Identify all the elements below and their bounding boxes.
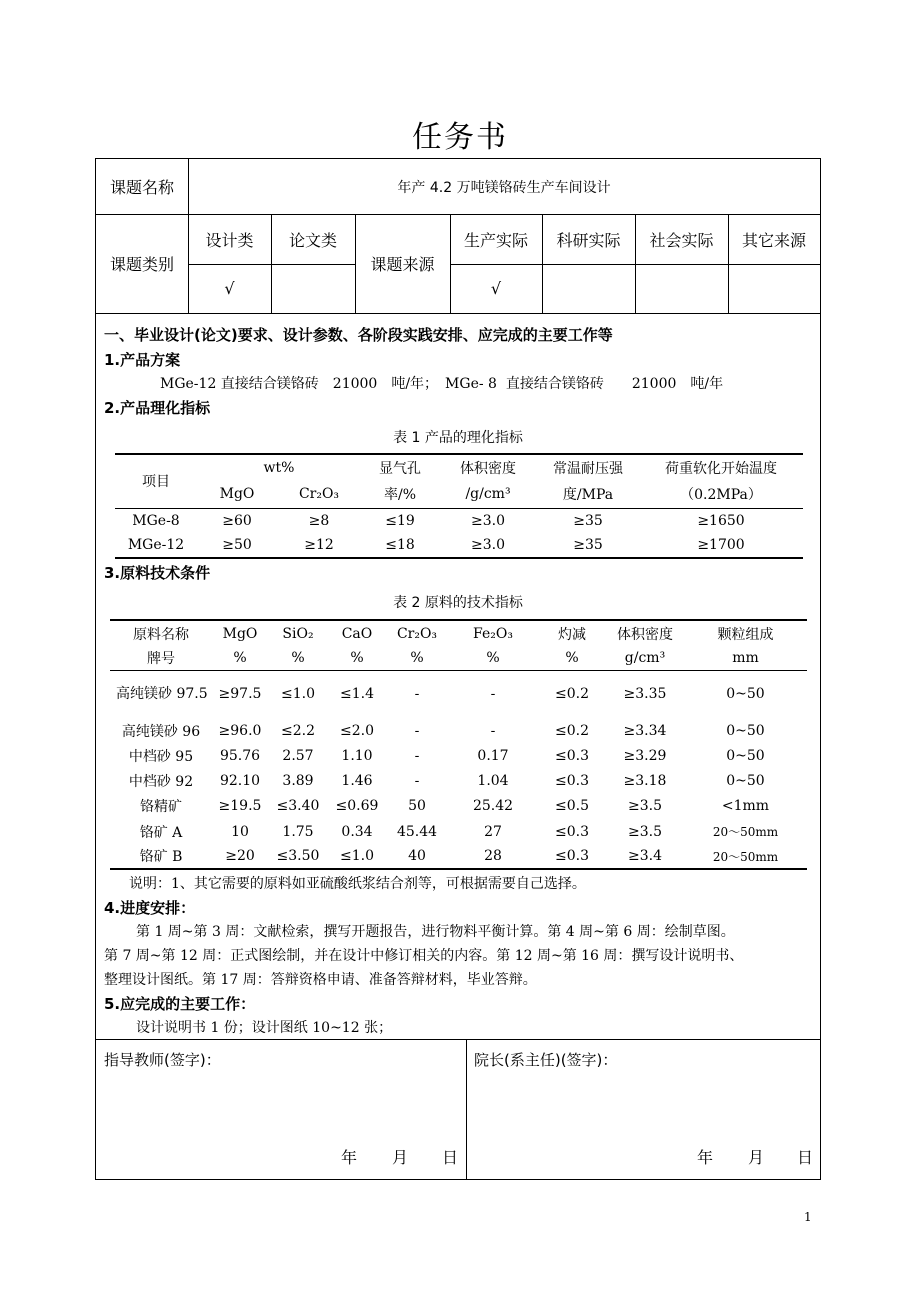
dean-signature-label: 院长(系主任)(签字)： — [474, 1051, 618, 1069]
table-cell: 50 — [408, 798, 426, 814]
source-label: 课题来源 — [370, 255, 435, 274]
table-header-cell: Cr₂O₃ — [396, 625, 438, 642]
table-cell: 1.10 — [341, 747, 373, 764]
table-header-cell: 原料名称 — [133, 626, 189, 643]
table-cell: 28 — [484, 848, 502, 864]
table-row — [110, 670, 807, 718]
raw-material-table — [110, 619, 807, 870]
table-cell: 20～50mm — [712, 825, 779, 839]
table-cell: ≥3.5 — [628, 823, 662, 840]
table-cell: ≥3.4 — [628, 848, 662, 864]
table-note: 说明：1、其它需要的原料如亚硫酸纸浆结合剂等，可根据需要自己选择。 — [129, 876, 586, 892]
table1-caption: 表 1 产品的理化指标 — [393, 430, 523, 446]
table-header-cell: MgO — [222, 625, 258, 642]
table-cell: 92.10 — [219, 772, 261, 789]
table-cell: ≥60 — [222, 512, 252, 529]
t1-header-softening-unit: （0.2MPa） — [680, 487, 762, 504]
source-mark-production: √ — [490, 279, 502, 298]
table-cell: ≥8 — [308, 512, 330, 529]
table-header-cell: g/cm³ — [624, 649, 666, 666]
table-header-cell: 牌号 — [147, 650, 175, 667]
table-cell: 95.76 — [219, 747, 261, 764]
table-cell: ≤3.50 — [276, 848, 320, 864]
schedule-heading: 4.进度安排： — [104, 899, 196, 917]
table-row — [110, 844, 807, 869]
divider — [466, 1039, 467, 1179]
product-plan-text: MGe-12 直接结合镁铬砖 21000 吨/年； MGe- 8 直接结合镁铬砖 21000 吨/年 — [160, 376, 724, 392]
t1-header-strength: 常温耐压强 — [553, 461, 623, 477]
table-cell: 铬精矿 — [140, 799, 182, 815]
table-cell: 高纯镁砂 96 — [121, 723, 201, 740]
table-cell: - — [414, 722, 420, 739]
table-cell: ≥12 — [304, 537, 334, 553]
table-header-cell: % — [410, 649, 424, 666]
table-cell: ≥97.5 — [218, 686, 262, 703]
table-row — [110, 819, 807, 844]
product-index-table — [115, 453, 803, 559]
table-cell: 3.89 — [282, 772, 314, 789]
t1-header-porosity-unit: 率/% — [383, 487, 417, 504]
schedule-line-2: 第 7 周~第 12 周：正式图绘制，并在设计中修订相关的内容。第 12 周~第 16 周：撰写设计说明书、 — [104, 948, 744, 964]
section-heading: 一、毕业设计(论文)要求、设计参数、各阶段实践安排、应完成的主要工作等 — [104, 326, 613, 344]
source-option-research: 科研实际 — [556, 230, 621, 250]
table-cell: ≥3.0 — [471, 512, 505, 529]
table-cell: 0.34 — [341, 823, 373, 840]
table-cell: ≤0.2 — [555, 722, 589, 739]
table-cell: ≤0.5 — [555, 798, 589, 814]
table-header-cell: 灼减 — [558, 626, 586, 643]
table-cell: ≥3.0 — [471, 537, 505, 553]
t1-header-porosity: 显气孔 — [379, 461, 421, 477]
table-header-cell: % — [350, 649, 364, 666]
table-cell: ≤1.4 — [340, 686, 374, 703]
table-cell: MGe-12 — [127, 537, 185, 553]
table-cell: ≥35 — [573, 512, 603, 529]
table-cell: MGe-8 — [132, 512, 180, 529]
topic-label: 课题名称 — [109, 178, 174, 197]
table-cell: ≥3.29 — [623, 747, 667, 764]
raw-material-heading: 3.原料技术条件 — [104, 564, 211, 582]
t1-header-item: 项目 — [142, 474, 170, 491]
deliverables-text: 设计说明书 1 份；设计图纸 10~12 张； — [136, 1020, 393, 1036]
table-header-cell: SiO₂ — [282, 625, 314, 642]
table-cell: 0~50 — [726, 722, 765, 739]
table-cell: 高纯镁砂 97.5 — [116, 686, 208, 703]
t2-header-row-1 — [110, 620, 807, 646]
table-header-cell: CaO — [341, 625, 373, 642]
topic-value: 年产 4.2 万吨镁铬砖生产车间设计 — [397, 179, 611, 196]
type-option-design: 设计类 — [205, 230, 254, 250]
table-cell: 2.57 — [282, 747, 314, 764]
table-cell: 27 — [484, 823, 502, 840]
table-cell: ≤1.0 — [281, 686, 315, 703]
type-option-thesis: 论文类 — [288, 230, 337, 250]
table-header-cell: mm — [732, 649, 759, 666]
table-cell: ≥1700 — [697, 537, 745, 553]
product-index-heading: 2.产品理化指标 — [104, 399, 211, 417]
product-plan-heading: 1.产品方案 — [104, 351, 181, 369]
table2-caption: 表 2 原料的技术指标 — [393, 595, 523, 611]
table-cell: 铬矿 B — [139, 849, 183, 865]
dean-date-day: 日 — [797, 1148, 814, 1167]
advisor-date-day: 日 — [442, 1148, 459, 1167]
t1-header-mgo: MgO — [219, 486, 255, 503]
table-header-cell: % — [486, 649, 500, 666]
divider — [96, 1039, 820, 1040]
table-cell: 铬矿 A — [139, 824, 183, 841]
table-cell: 0.17 — [477, 747, 509, 764]
table-cell: - — [414, 772, 420, 789]
source-mark-social — [635, 264, 728, 313]
table-cell: 中档砂 95 — [128, 748, 194, 765]
advisor-date-year: 年 — [341, 1148, 358, 1167]
page-number: 1 — [804, 1210, 812, 1224]
advisor-date-month: 月 — [392, 1148, 409, 1167]
table-cell: ≥50 — [222, 537, 252, 553]
table-cell: - — [414, 747, 420, 764]
table-header-cell: 体积密度 — [617, 626, 673, 643]
table-cell: ≤0.3 — [555, 772, 589, 789]
table-cell: - — [490, 722, 496, 739]
table-cell: 中档砂 92 — [128, 773, 194, 790]
table-header-cell: 颗粒组成 — [717, 626, 774, 643]
type-mark-design: √ — [224, 279, 235, 298]
table-cell: ≥3.5 — [628, 798, 662, 814]
table-cell: ≤18 — [385, 537, 415, 553]
table-cell: ≤19 — [385, 512, 415, 529]
t1-header-softening: 荷重软化开始温度 — [665, 461, 777, 477]
table-row — [110, 718, 807, 743]
table-row — [110, 793, 807, 819]
table-header-cell: % — [291, 649, 305, 666]
source-option-other: 其它来源 — [741, 230, 806, 250]
t2-header-row-2 — [110, 646, 807, 670]
table-header-cell: % — [565, 649, 579, 666]
type-label: 课题类别 — [109, 255, 174, 274]
table-cell: 45.44 — [396, 823, 438, 840]
dean-date-year: 年 — [697, 1148, 714, 1167]
divider — [96, 313, 820, 314]
table-cell: 0~50 — [726, 747, 765, 764]
table-cell: ≤2.2 — [281, 722, 315, 739]
t1-header-density-unit: /g/cm³ — [465, 486, 511, 503]
table-cell: 40 — [408, 848, 426, 864]
t1-header-wt: wt% — [263, 460, 295, 476]
table-header-cell: % — [233, 649, 247, 666]
schedule-line-1: 第 1 周~第 3 周：文献检索，撰写开题报告，进行物料平衡计算。第 4 周~第 6 周：绘制草图。 — [136, 924, 735, 940]
table-cell: 1.04 — [477, 772, 509, 789]
table-cell: 1.75 — [282, 823, 314, 840]
table-cell: ≤0.3 — [555, 848, 589, 864]
table-cell: ≤0.69 — [335, 798, 379, 814]
advisor-signature-label: 指导教师(签字)： — [104, 1051, 221, 1069]
page-title: 任务书 — [412, 120, 508, 155]
source-mark-other — [728, 264, 820, 313]
table-cell: 1.46 — [341, 772, 373, 789]
table-cell: 20～50mm — [712, 849, 779, 864]
table-cell: ≤0.3 — [555, 823, 589, 840]
t1-header-cr2o3: Cr₂O₃ — [298, 486, 340, 503]
table-cell: 0~50 — [726, 772, 765, 789]
table-cell: - — [490, 686, 496, 703]
source-mark-research — [542, 264, 635, 313]
table-cell: <1mm — [721, 798, 770, 814]
table-cell: ≥96.0 — [218, 722, 262, 739]
dean-date-month: 月 — [748, 1148, 765, 1167]
table-header-cell: Fe₂O₃ — [473, 625, 513, 642]
table-cell: 10 — [231, 823, 249, 840]
table-cell: ≤3.40 — [276, 798, 320, 814]
table-cell: ≥1650 — [697, 512, 745, 529]
schedule-line-3: 整理设计图纸。第 17 周：答辩资格申请、准备答辩材料，毕业答辩。 — [104, 972, 537, 988]
table-row — [110, 743, 807, 768]
table-row — [110, 768, 807, 793]
table-cell: ≥3.34 — [623, 722, 667, 739]
table-cell: ≤0.3 — [555, 747, 589, 764]
table-cell: ≥20 — [225, 848, 255, 864]
t1-header-density: 体积密度 — [460, 461, 516, 477]
table-cell: ≤1.0 — [340, 848, 374, 864]
source-option-production: 生产实际 — [463, 230, 528, 250]
table-cell: ≤0.2 — [555, 686, 589, 703]
table-cell: ≥19.5 — [218, 798, 262, 814]
deliverables-heading: 5.应完成的主要工作： — [104, 995, 256, 1013]
type-mark-thesis — [271, 264, 355, 313]
table-cell: 25.42 — [472, 798, 514, 814]
table-cell: ≥3.35 — [623, 686, 667, 703]
table-cell: ≥3.18 — [623, 772, 667, 789]
source-option-social: 社会实际 — [649, 230, 714, 250]
table-cell: 0~50 — [726, 686, 765, 703]
table-cell: ≥35 — [573, 537, 603, 553]
table-cell: - — [414, 686, 420, 703]
t1-header-strength-unit: 度/MPa — [562, 487, 614, 504]
table-cell: ≤2.0 — [340, 722, 374, 739]
